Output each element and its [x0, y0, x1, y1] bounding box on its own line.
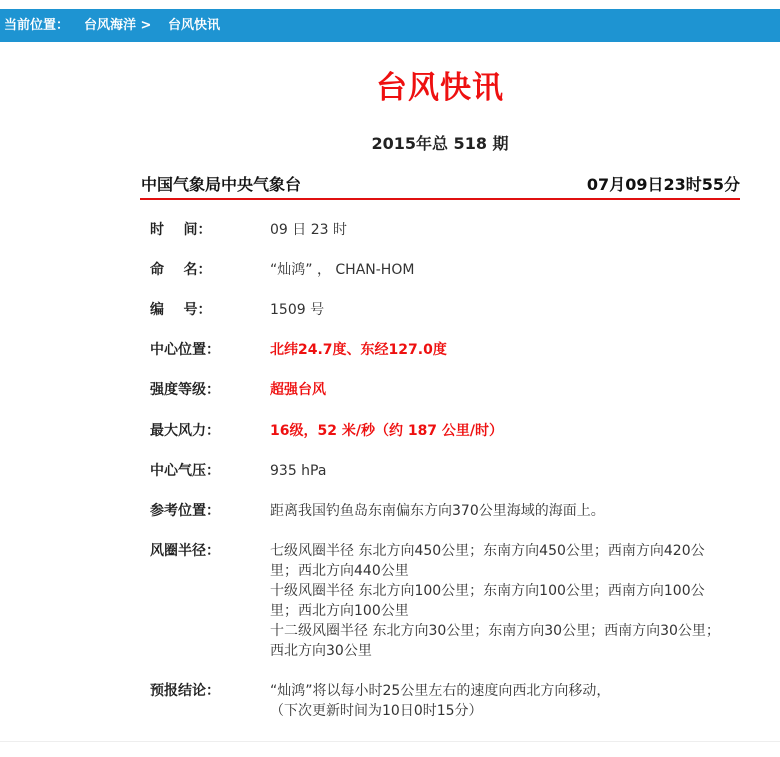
breadcrumb-link-ocean[interactable]: 台风海洋 > [84, 18, 152, 33]
field-label: 最大风力： [150, 423, 220, 439]
field-label: 风圈半径： [150, 543, 220, 559]
field-label: 参考位置： [150, 503, 220, 519]
footer-divider [0, 741, 780, 742]
wind-radius-12: 十二级风圈半径 东北方向30公里；东南方向30公里；西南方向30公里；西北方向30公里 [270, 623, 720, 659]
field-label: 中心位置： [150, 342, 220, 358]
agency-name: 中国气象局中央气象台 [141, 175, 302, 194]
field-value: 北纬24.7度、东经127.0度 [270, 342, 447, 358]
field-value: 09 日 23 时 [270, 222, 347, 238]
field-value: 距离我国钓鱼岛东南偏东方向370公里海域的海面上。 [270, 503, 605, 519]
agency-row [140, 172, 740, 198]
issue-number: 2015年总 518 期 [371, 134, 509, 153]
next-update-note: （下次更新时间为10日0时15分） [270, 703, 483, 719]
field-label: 命 名： [150, 262, 212, 278]
field-value: 16级，52 米/秒（约 187 公里/时） [270, 423, 504, 439]
page-title: 台风快讯 [376, 70, 504, 106]
breadcrumb-bar [0, 9, 780, 42]
release-datetime: 07月09日23时55分 [586, 175, 740, 194]
field-label: 预报结论： [150, 683, 220, 699]
forecast-values [270, 681, 730, 721]
field-label: 中心气压： [150, 463, 220, 479]
wind-radius-10: 十级风圈半径 东北方向100公里；东南方向100公里；西南方向100公里；西北方向100公里 [270, 583, 705, 619]
wind-radius-values [270, 541, 730, 661]
wind-radius-7: 七级风圈半径 东北方向450公里；东南方向450公里；西南方向420公里；西北方向440公里 [270, 543, 705, 579]
field-value: “灿鸿” ， CHAN-HOM [270, 262, 415, 278]
divider [140, 198, 740, 200]
field-value: 超强台风 [270, 382, 326, 398]
breadcrumb-link-current[interactable]: 台风快讯 [168, 18, 221, 33]
field-label: 编 号： [150, 302, 212, 318]
field-value: 1509 号 [270, 302, 325, 318]
forecast-text: “灿鸿”将以每小时25公里左右的速度向西北方向移动， [270, 683, 611, 699]
field-label: 时 间： [150, 222, 212, 238]
field-label: 强度等级： [150, 382, 220, 398]
breadcrumb-prefix: 当前位置： [4, 18, 70, 33]
field-value: 935 hPa [270, 463, 327, 479]
